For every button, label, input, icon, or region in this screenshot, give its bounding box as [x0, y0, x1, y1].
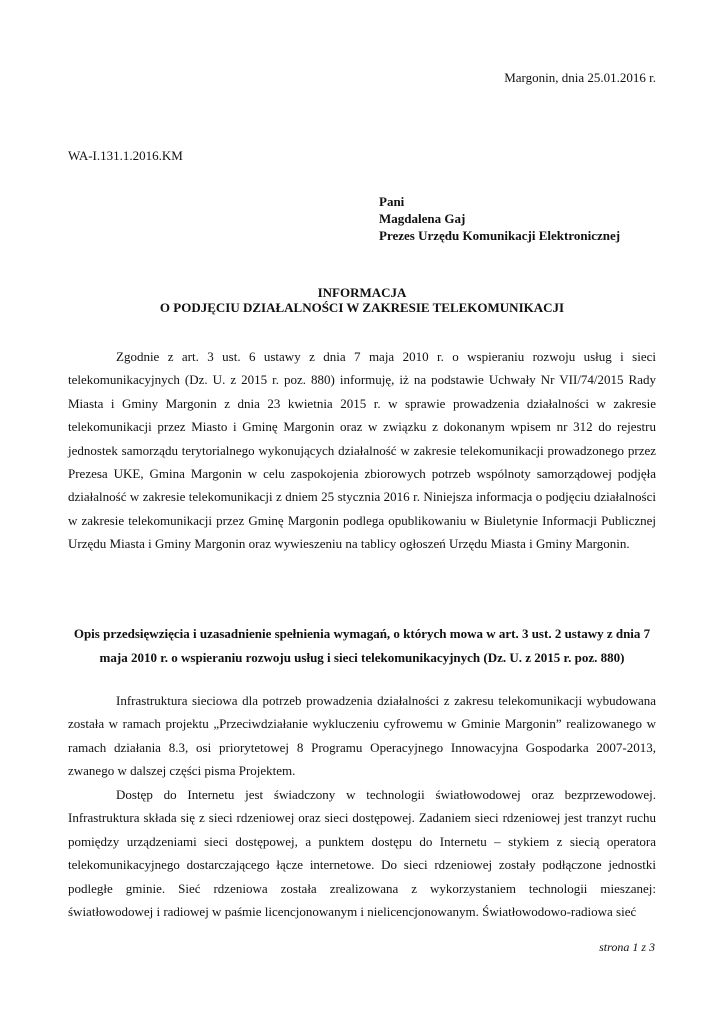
document-title [68, 285, 656, 315]
addressee-name: Magdalena Gaj [379, 211, 466, 226]
reference-number: WA-I.131.1.2016.KM [68, 148, 183, 163]
addressee-block [379, 193, 620, 244]
place-date: Margonin, dnia 25.01.2016 r. [504, 70, 656, 85]
title-line-1: INFORMACJA [317, 285, 407, 300]
paragraph-3: Dostęp do Internetu jest świadczony w technologii światłowodowej oraz bezprzewodowej. Infrastruktura składa się z sieci rdzeniowej oraz sieci dostępowej. Zadaniem sieci rdzeniowej jest tranzyt ruchu pomiędzy urządzeniami sieci dostępowej, a punktem dostępu do Internetu – stykiem z siecią operatora telekomunikacyjnego dostarczającego łącze internetowe. Do sieci rdzeniowej zostały podłączone jednostki podległe gminie. Sieć rdzeniowa została zrealizowana z wykorzystaniem technologii mieszanej: światłowodowej i radiowej w paśmie licencjonowanym i nielicencjonowanym. Światłowodowo-radiowa sieć [68, 787, 656, 920]
title-line-2: O PODJĘCIU DZIAŁALNOŚCI W ZAKRESIE TELEKOMUNIKACJI [159, 300, 565, 315]
paragraph-2: Infrastruktura sieciowa dla potrzeb prowadzenia działalności z zakresu telekomunikacji wybudowana została w ramach projektu „Przeciwdziałanie wykluczeniu cyfrowemu w Gminie Margonin” realizowanego w ramach działania 8.3, osi priorytetowej 8 Programu Operacyjnego Innowacyjna Gospodarka 2007-2013, zwanego w dalszej części pisma Projektem. [68, 693, 656, 779]
page-number: strona 1 z 3 [599, 940, 655, 954]
addressee-position: Prezes Urzędu Komunikacji Elektronicznej [379, 228, 621, 243]
addressee-salutation: Pani [379, 194, 405, 209]
paragraph-1: Zgodnie z art. 3 ust. 6 ustawy z dnia 7 maja 2010 r. o wspieraniu rozwoju usług i sieci telekomunikacyjnych (Dz. U. z 2015 r. poz. 880) informuję, iż na podstawie Uchwały Nr VII/74/2015 Rady Miasta i Gminy Margonin z dnia 23 kwietnia 2015 r. w sprawie prowadzenia działalności w zakresie telekomunikacji przez Miasto i Gminę Margonin oraz w związku z dokonanym wpisem nr 312 do rejestru jednostek samorządu terytorialnego wykonujących działalność w zakresie telekomunikacji prowadzonego przez Prezesa UKE, Gmina Margonin w celu zaspokojenia zbiorowych potrzeb wspólnoty samorządowej podjęła działalność w zakresie telekomunikacji z dniem 25 stycznia 2016 r. Niniejsza informacja o podjęciu działalności w zakresie telekomunikacji przez Gminę Margonin podlega opublikowaniu w Biuletynie Informacji Publicznej Urzędu Miasta i Gminy Margonin oraz wywieszeniu na tablicy ogłoszeń Urzędu Miasta i Gminy Margonin. [68, 349, 656, 552]
section-heading: Opis przedsięwzięcia i uzasadnienie spełnienia wymagań, o których mowa w art. 3 ust. 2 ustawy z dnia 7 maja 2010 r. o wspieraniu rozwoju usług i sieci telekomunikacyjnych (Dz. U. z 2015 r. poz. 880) [73, 626, 651, 665]
